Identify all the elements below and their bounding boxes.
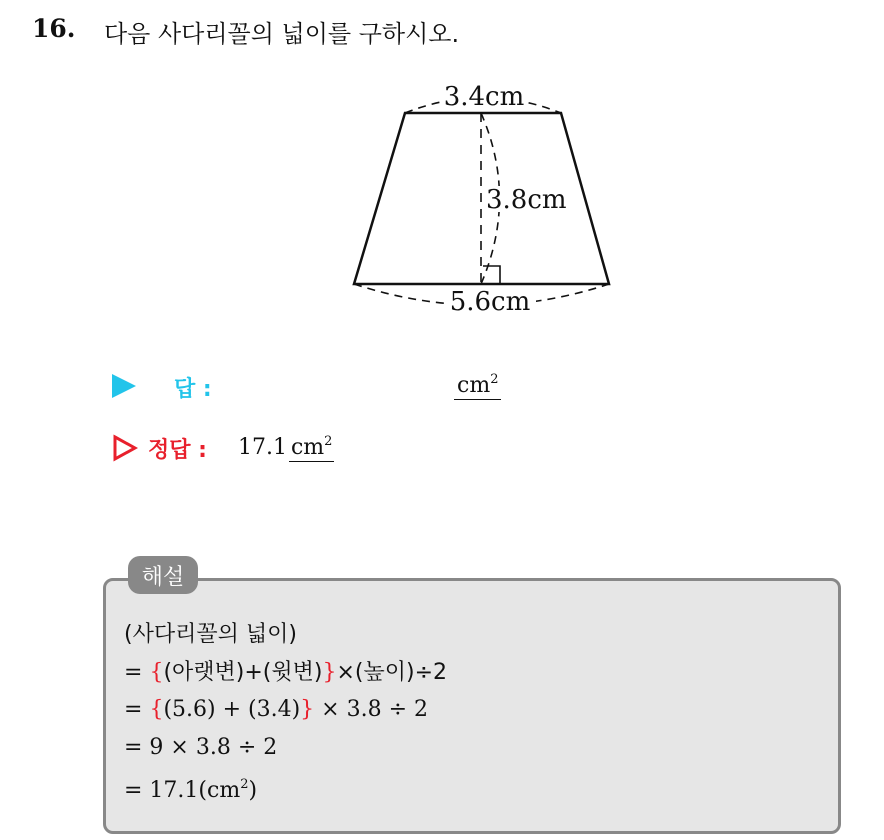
height-label: 3.8cm <box>486 185 567 215</box>
eq-sign: = <box>124 659 143 685</box>
key-value: 17.1 <box>238 435 287 460</box>
answer-unit[interactable] <box>454 372 501 400</box>
eq-sign: = <box>124 697 143 722</box>
answer-unit-exponent: 2 <box>490 372 499 387</box>
trapezoid-svg <box>340 80 620 330</box>
right-angle-mark <box>483 266 500 284</box>
formula-height: ×(높이)÷2 <box>336 659 448 685</box>
key-unit-text: cm <box>290 435 325 460</box>
explanation-lines <box>124 616 447 804</box>
question-text: 다음 사다리꼴의 넓이를 구하시오. <box>104 20 460 48</box>
bottom-label: 5.6cm <box>449 287 531 317</box>
key-label: 정답 : <box>148 438 207 463</box>
left-brace: { <box>149 659 164 685</box>
key-value-line <box>238 434 334 460</box>
formula-bases: (아랫변)+(윗변) <box>163 659 323 685</box>
question-number: 16. <box>32 14 76 43</box>
right-brace: } <box>322 659 337 685</box>
explanation-line-5 <box>124 766 447 804</box>
explanation-line-2 <box>124 654 447 692</box>
left-brace: { <box>149 697 164 722</box>
explanation-line-1-text: (사다리꼴의 넓이) <box>124 622 297 647</box>
explanation-tab: 해설 <box>128 556 198 594</box>
outline-triangle-icon <box>112 434 138 462</box>
substituted-height: × 3.8 ÷ 2 <box>314 697 428 722</box>
result-unit: cm <box>207 778 241 803</box>
key-unit-exponent: 2 <box>324 434 333 449</box>
key-row <box>112 432 532 468</box>
explanation-line-1 <box>124 616 447 654</box>
explanation-line-3 <box>124 691 447 729</box>
result-value: = 17.1( <box>124 778 207 803</box>
key-unit <box>289 435 334 462</box>
top-label: 3.4cm <box>443 82 525 112</box>
substituted-bases: (5.6) + (3.4) <box>163 697 301 722</box>
play-triangle-icon <box>112 374 136 398</box>
result-close: ) <box>248 778 258 803</box>
right-brace: } <box>300 697 315 722</box>
trapezoid-figure <box>340 80 620 334</box>
answer-unit-text: cm <box>457 373 491 398</box>
result-unit-exponent: 2 <box>240 777 249 792</box>
explanation-line-4: = 9 × 3.8 ÷ 2 <box>124 734 278 760</box>
answer-label: 답 : <box>174 377 212 402</box>
answer-row <box>112 370 512 406</box>
